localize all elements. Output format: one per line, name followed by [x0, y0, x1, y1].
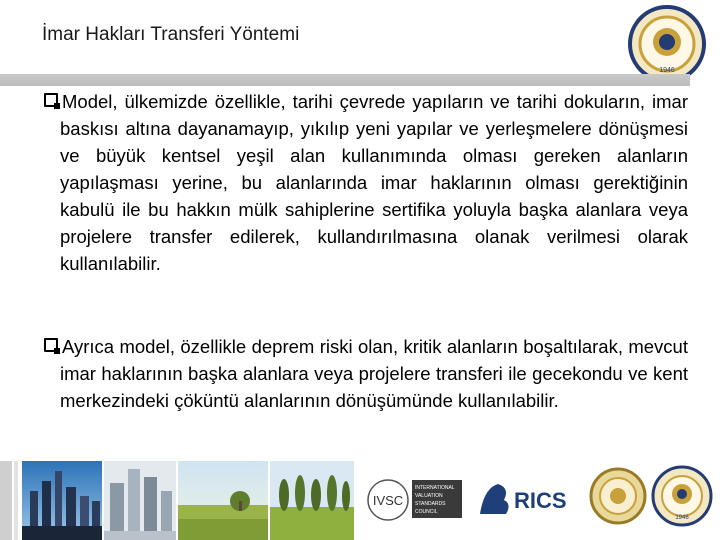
bullet-icon: [44, 93, 58, 107]
svg-text:INTERNATIONAL: INTERNATIONAL: [415, 485, 455, 491]
slide-title: İmar Hakları Transferi Yöntemi: [42, 24, 300, 45]
bullet-text-2: Ayrıca model, özellikle deprem riski olan, kritik alanların boşaltılarak, mevcut imar haklarının başka alanlara veya projelere transferi ile gecekondu ve kent merkezindeki çöküntü alanlarının dönüşümünde kullanılabilir.: [60, 336, 688, 411]
landscape-field-image: [178, 461, 268, 540]
seal-logo: [588, 463, 648, 529]
svg-text:RICS: RICS: [514, 488, 567, 513]
bullet-text-1: Model, ülkemizde özellikle, tarihi çevrede yapıların ve tarihi dokuların, imar baskısı altına dayanamayıp, yıkılıp yeni yapılar ve yerleşmelere dönüşmesi ve büyük kentsel yeşil alan kullanımında olması gereken alanların yapılaşması yerine, bu alanlarında imar haklarının olması gerektiğinin kabulü ile bu hakkın mülk sahiplerine sertifika yoluyla başka alanlara veya projelere transfer edilerek, kullandırılmasına olanak verilmesi olarak kullanılabilir.: [60, 91, 688, 274]
university-seal-logo-bottom: [650, 463, 714, 529]
svg-text:1946: 1946: [675, 515, 689, 521]
bullet-paragraph-2: [44, 333, 688, 414]
rics-logo: [470, 470, 580, 530]
bullet-icon: [44, 338, 58, 352]
svg-text:COUNCIL: COUNCIL: [415, 509, 438, 515]
bullet-paragraph-1: [44, 88, 688, 277]
svg-text:VALUATION: VALUATION: [415, 493, 443, 499]
trees-landscape-image: [270, 461, 354, 540]
title-divider: [0, 74, 690, 86]
city-skyline-image: [22, 461, 102, 540]
svg-text:1946: 1946: [659, 67, 675, 74]
svg-text:IVSC: IVSC: [372, 493, 404, 508]
city-towers-image: [104, 461, 176, 540]
footer-strip-accent: [14, 461, 18, 540]
ivsc-logo: [360, 470, 470, 530]
footer-strip: [0, 461, 12, 540]
svg-text:STANDARDS: STANDARDS: [415, 501, 446, 507]
